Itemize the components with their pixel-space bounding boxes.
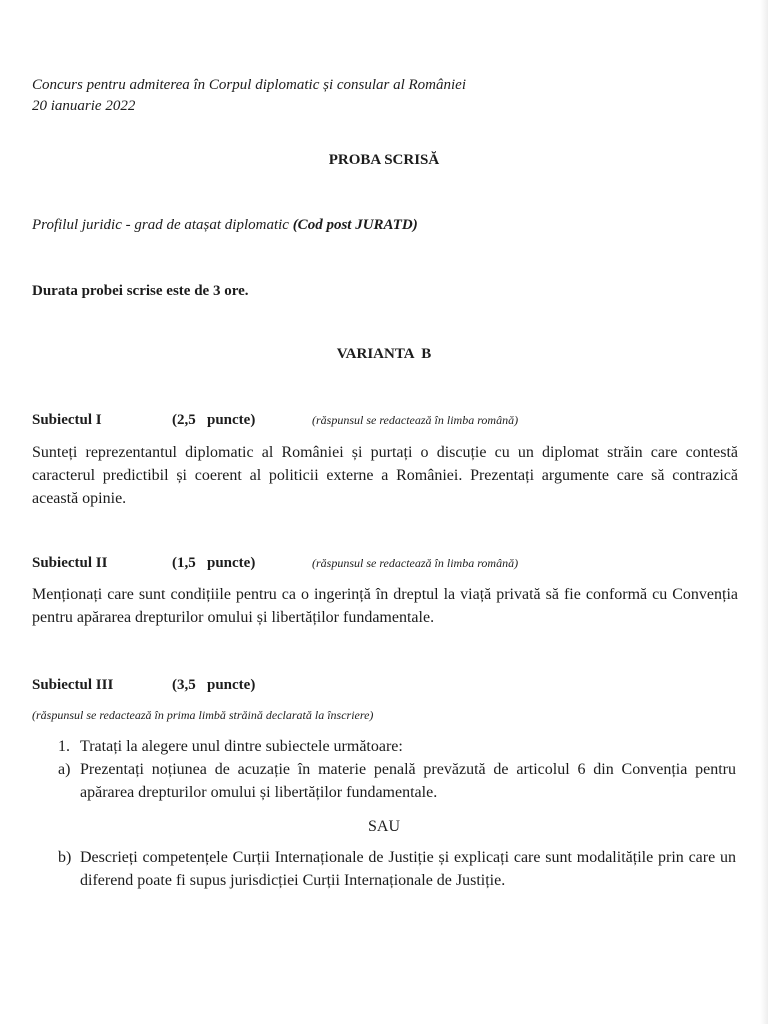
- subject-2-points: (1,5 puncte): [172, 555, 256, 571]
- subject-3-option-b: [58, 846, 736, 892]
- option-a-text: Prezentați noțiunea de acuzație în materie penală prevăzută de articolul 6 din Convenția pentru apărarea drepturilor omului și libertăților fundamentale.: [80, 761, 736, 801]
- subject-1-text: Sunteți reprezentantul diplomatic al României și purtați o discuție cu un diplomat străin care contestă caracterul predictibil și coerent al politicii externe a României. Prezentați argumente care să contrazică această opinie.: [32, 444, 738, 507]
- subject-2-text: Menționați care sunt condițiile pentru ca o ingerință în dreptul la viață privată să fie conformă cu Convenția pentru apărarea drepturilor omului și libertăților fundamentale.: [32, 586, 738, 626]
- header-line-2: 20 ianuarie 2022: [32, 98, 136, 114]
- subject-3-item-1: [58, 735, 736, 758]
- or-separator: SAU: [367, 818, 400, 835]
- variant-title: VARIANTA B: [336, 346, 432, 362]
- subject-3-note: (răspunsul se redactează în prima limbă străină declarată la înscriere): [32, 708, 374, 722]
- exam-title: PROBA SCRISĂ: [328, 152, 440, 168]
- item-1-text: Tratați la alegere unul dintre subiectele următoare:: [80, 738, 403, 755]
- subject-3-option-a: [58, 758, 736, 804]
- duration-line: Durata probei scrise este de 3 ore.: [32, 283, 249, 299]
- header-line-1: Concurs pentru admiterea în Corpul diplomatic și consular al României: [32, 77, 467, 93]
- subject-3-points: (3,5 puncte): [172, 677, 256, 693]
- subject-3-label: Subiectul III: [32, 677, 114, 693]
- subject-2-label: Subiectul II: [32, 555, 108, 571]
- option-a-marker: a): [58, 761, 71, 778]
- subject-2-note: (răspunsul se redactează în limba română): [312, 556, 519, 570]
- page-edge: [760, 0, 768, 1024]
- profile-code: (Cod post JURATD): [292, 217, 418, 233]
- item-1-marker: 1.: [58, 738, 70, 755]
- profile-line: [32, 215, 418, 236]
- subject-1-label: Subiectul I: [32, 412, 102, 428]
- option-b-text: Descrieți competențele Curții Internaționale de Justiție și explicați care sunt modalitățile prin care un diferend poate fi supus jurisdicției Curții Internaționale de Justiție.: [80, 849, 736, 889]
- subject-1-points: (2,5 puncte): [172, 412, 256, 428]
- option-b-marker: b): [58, 849, 72, 866]
- profile-text: Profilul juridic - grad de atașat diplomatic: [32, 217, 293, 233]
- subject-1-note: (răspunsul se redactează în limba română): [312, 413, 519, 427]
